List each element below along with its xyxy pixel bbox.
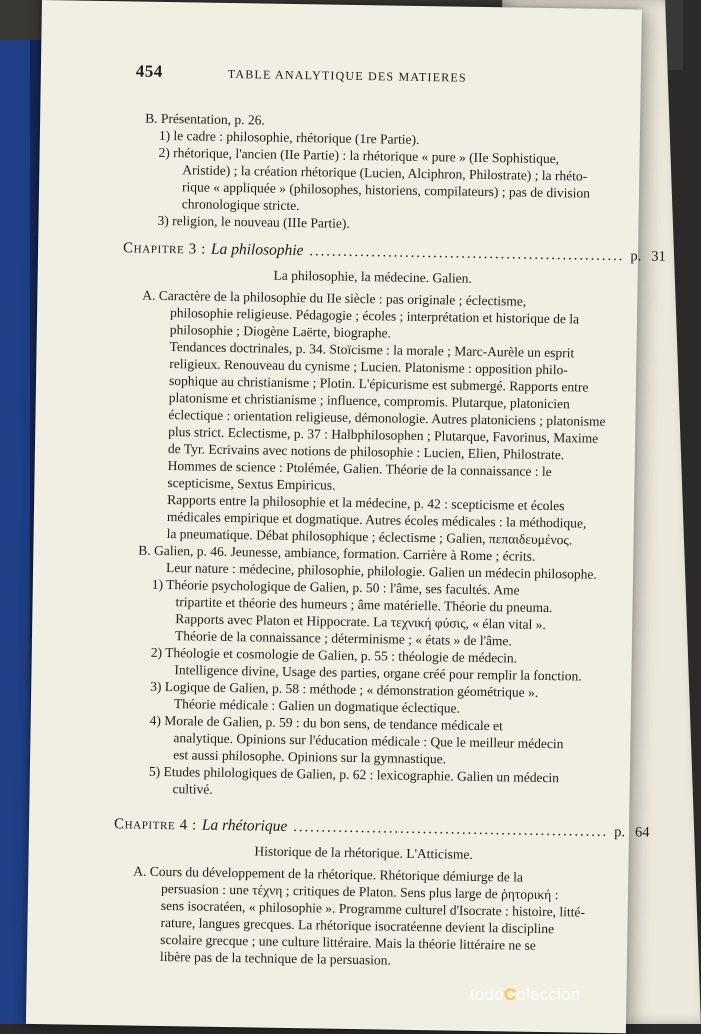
- table-of-contents: [113, 110, 666, 972]
- toc-entry-line: cultivé.: [172, 781, 213, 797]
- leader-dots: ........................................................: [293, 819, 609, 840]
- book-page: [26, 0, 666, 1033]
- toc-entry-line: scepticisme, Sextus Empiricus.: [167, 475, 336, 493]
- watermark-accent: C: [503, 985, 517, 1004]
- toc-entry-line: Leur nature : médecine, philosophie, philologie. Galien un médecin philosophe.: [165, 560, 597, 582]
- page-content: [113, 61, 666, 968]
- chapter-subheading: La philosophie, la médecine. Galien.: [273, 267, 472, 286]
- chapter-label: Chapitre 4 :: [113, 816, 198, 834]
- watermark-prefix: todo: [470, 985, 504, 1004]
- toc-entry-line: sophique au christianisme ; Plotin. L'épicurisme est submergé. Rapports entre: [168, 373, 589, 395]
- toc-entry-line: sens isocratéen, « philosophie ». Programme culturel d'Isocrate : histoire, litté-: [160, 897, 586, 920]
- toc-entry-line: plus strict. Eclectisme, p. 37 : Halbphilosophen ; Plutarque, Favorinus, Maxime: [168, 424, 599, 446]
- toc-entry-line: analytique. Opinions sur l'éducation médicale : Que le meilleur médecin: [173, 730, 564, 752]
- toc-entry-line: 2) Théologie et cosmologie de Galien, p. 55 : théologie de médecin.: [150, 644, 518, 666]
- toc-entry-line: Intelligence divine, Usage des parties, organe créé pour remplir la fonction.: [174, 662, 582, 684]
- toc-entry-line: philosophie religieuse. Pédagogie ; écoles ; interprétation et historique de la: [169, 305, 580, 327]
- chapter-heading-3: [122, 238, 666, 266]
- toc-entry-line: 1) Théorie psychologique de Galien, p. 50 : l'âme, ses facultés. Ame: [151, 576, 520, 598]
- toc-entry-line: Rapports avec Platon et Hippocrate. La τεχνική φύσις, « élan vital ».: [175, 611, 546, 632]
- toc-entry-line: Tendances doctrinales, p. 34. Stoïcisme : la morale ; Marc-Aurèle un esprit: [169, 339, 575, 361]
- chapter-3-entries: [134, 287, 606, 804]
- toc-entry-line: médicales empirique et dogmatique. Autres écoles médicales : la méthodique,: [166, 509, 587, 531]
- section-b-list: [143, 110, 605, 236]
- chapter-subheading: Historique de la rhétorique. L'Atticisme.: [254, 843, 473, 862]
- chapter-4-entries: [132, 863, 594, 972]
- toc-entry-line: rature, langues grecques. La rhétorique isocratéenne devient la discipline: [160, 914, 555, 937]
- toc-entry-line: rique « appliquée » (philosophes, historiens, compilateurs) ; pas de division: [181, 179, 591, 201]
- toc-entry-line: la pneumatique. Débat philosophique ; éclectisme ; Galien, πεπαιδευμένος.: [166, 526, 573, 548]
- toc-entry-line: religieux. Renouveau du cynisme ; Lucien. Platonisme : opposition philo-: [169, 356, 568, 378]
- toc-entry-line: libère pas de la technique de la persuasion.: [159, 948, 392, 968]
- toc-entry-line: Aristide) ; la création rhétorique (Lucien, Alciphron, Philostrate) ; la rhéto-: [182, 162, 588, 184]
- toc-entry-line: Rapports entre la philosophie et la médecine, p. 42 : scepticisme et écoles: [167, 492, 565, 514]
- chapter-title: La philosophie: [210, 240, 304, 260]
- toc-entry-line: B. Galien, p. 46. Jeunesse, ambiance, formation. Carrière à Rome ; écrits.: [138, 542, 536, 564]
- toc-entry-line: A. Cours du développement de la rhétorique. Rhétorique démiurge de la: [133, 863, 524, 885]
- toc-entry-line: 3) religion, le nouveau (IIIe Partie).: [157, 212, 350, 231]
- toc-entry-line: B. Présentation, p. 26.: [145, 110, 265, 128]
- toc-entry-line: 4) Morale de Galien, p. 59 : du bon sens, de tendance médicale et: [149, 712, 503, 734]
- toc-entry-line: 2) rhétorique, l'ancien (IIe Partie) : la rhétorique « pure » (IIe Sophistique,: [158, 144, 560, 167]
- toc-entry-line: persuasion : une τέχνη ; critiques de Platon. Sens plus large de ῥητορική :: [160, 880, 559, 903]
- chapter-label: Chapitre 3 :: [122, 240, 207, 258]
- chapter-page-number: 31: [651, 248, 666, 265]
- page-number: 454: [135, 61, 164, 81]
- toc-entry-line: est aussi philosophe. Opinions sur la gymnastique.: [173, 747, 447, 767]
- toc-entry-line: Théorie médicale : Galien un dogmatique éclectique.: [173, 696, 461, 716]
- toc-entry-line: tripartite et théorie des humeurs ; âme matérielle. Théorie du pneuma.: [175, 594, 553, 616]
- running-head: TABLE ANALYTIQUE DES MATIERES: [227, 66, 467, 85]
- toc-entry-line: Hommes de science : Ptolémée, Galien. Théorie de la connaissance : le: [167, 458, 552, 480]
- toc-entry-line: philosophie ; Diogène Laërte, biographe.: [169, 322, 392, 341]
- page-label: p.: [614, 824, 626, 841]
- chapter-page-number: 64: [634, 824, 650, 841]
- watermark-logo: [470, 985, 580, 1005]
- toc-entry-line: éclectique : orientation religieuse, démonologie. Autres platoniciens ; platonisme: [168, 407, 606, 429]
- toc-entry-line: A. Caractère de la philosophie du IIe siècle : pas originale ; éclectisme,: [142, 287, 527, 309]
- watermark-suffix: oleccion: [516, 985, 581, 1004]
- leader-dots: ........................................................: [309, 243, 625, 265]
- toc-entry-line: 3) Logique de Galien, p. 58 : méthode ; « démonstration géométrique ».: [150, 678, 539, 700]
- toc-entry-line: Théorie de la connaissance ; déterminisme ; « états » de l'âme.: [174, 628, 512, 649]
- toc-entry-line: chronologique stricte.: [181, 196, 300, 214]
- chapter-title: La rhétorique: [201, 816, 288, 835]
- page-label: p.: [630, 248, 642, 265]
- toc-entry-line: platonisme et christianisme ; influence, compromis. Plutarque, platonicien: [168, 390, 570, 412]
- toc-entry-line: 1) le cadre : philosophie, rhétorique (1re Partie).: [158, 127, 420, 147]
- toc-entry-line: scolaire grecque ; une culture littéraire. Mais la théorie littéraire ne se: [160, 931, 536, 953]
- toc-entry-line: 5) Etudes philologiques de Galien, p. 62 : lexicographie. Galien un médecin: [148, 763, 560, 786]
- toc-entry-line: de Tyr. Ecrivains avec notions de philosophie : Lucien, Elien, Philostrate.: [167, 441, 565, 463]
- chapter-heading-4: [113, 814, 650, 842]
